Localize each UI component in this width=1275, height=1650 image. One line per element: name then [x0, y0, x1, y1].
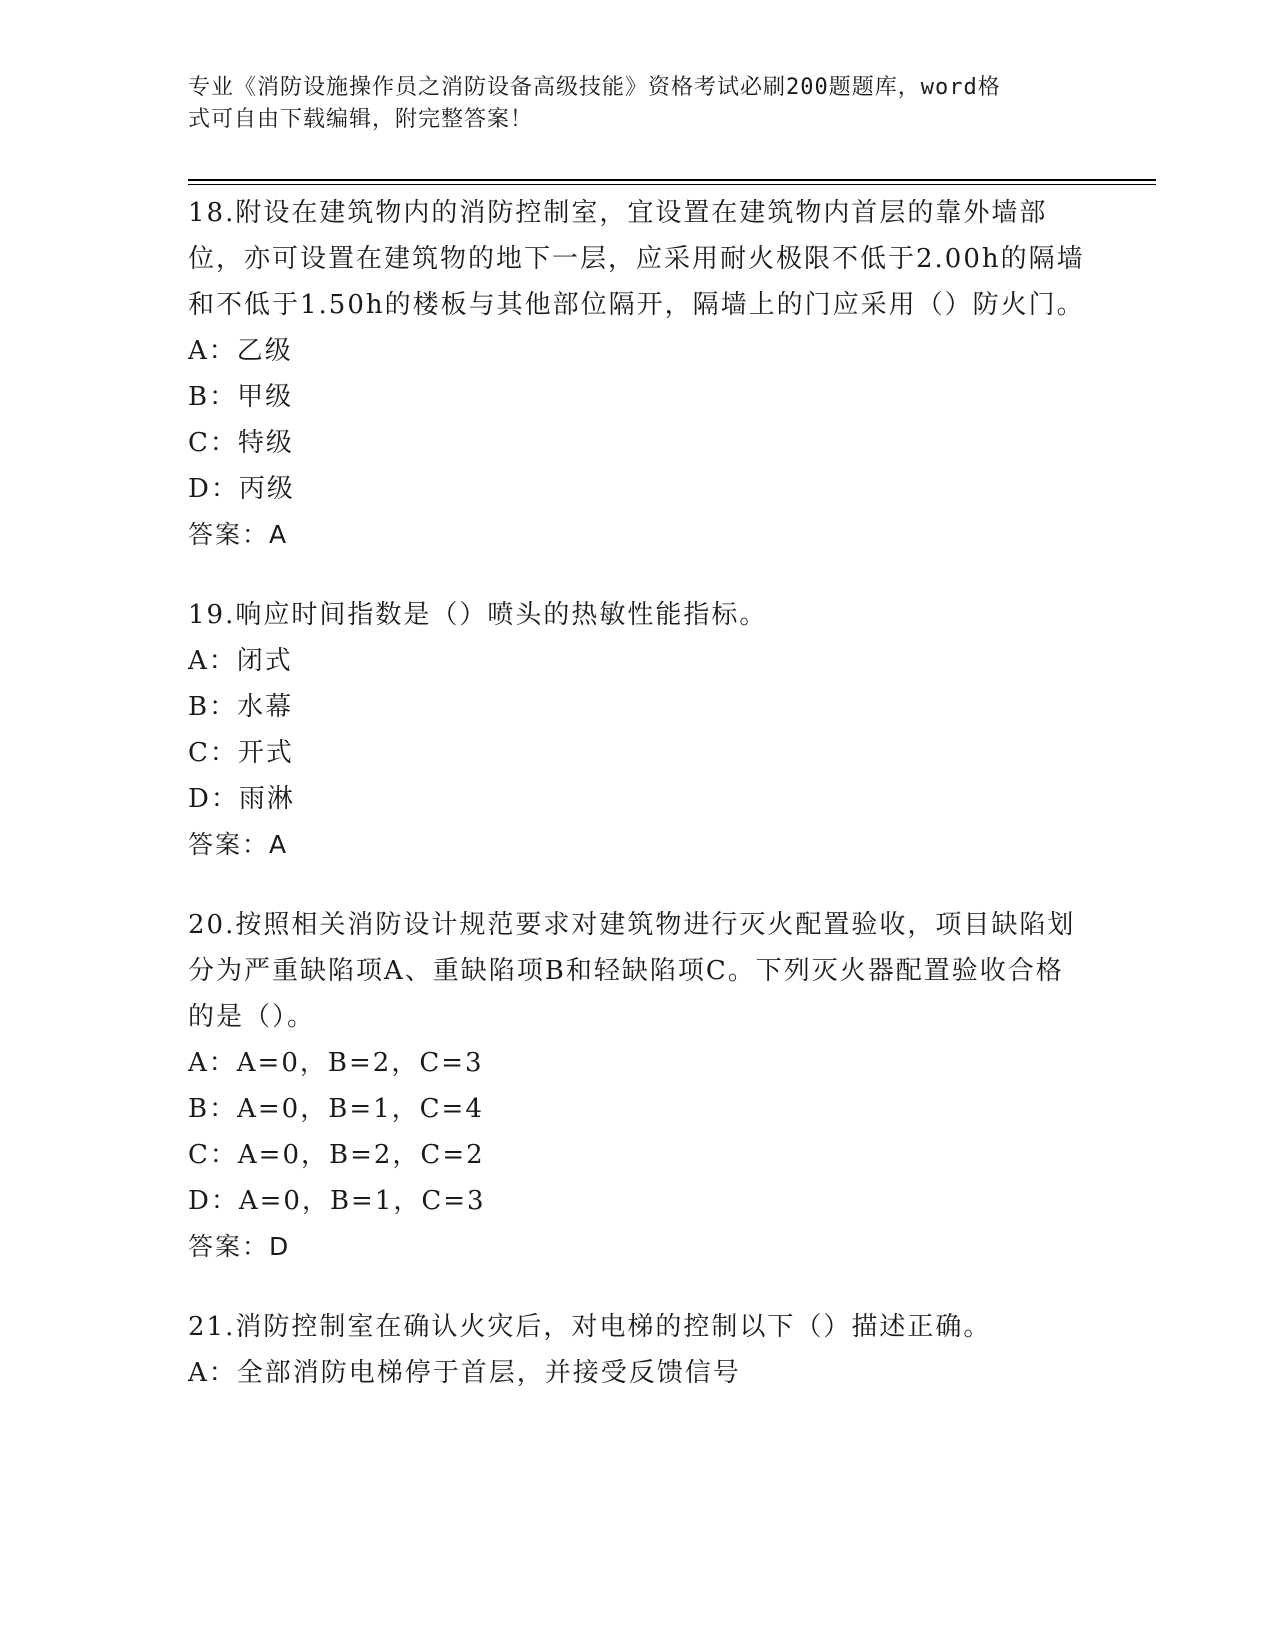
question-stem: 20.按照相关消防设计规范要求对建筑物进行灭火配置验收，项目缺陷划分为严重缺陷项A、重缺陷项B和轻缺陷项C。下列灭火器配置验收合格的是（）。	[188, 910, 1076, 1032]
question-19	[188, 592, 1088, 868]
question-20	[188, 902, 1088, 1270]
header-line-1: 专业《消防设施操作员之消防设备高级技能》资格考试必刷200题题库，word格	[188, 75, 1001, 100]
option-a: A：A=0，B=2，C=3	[188, 1048, 484, 1078]
option-c: C：A=0，B=2，C=2	[188, 1140, 485, 1170]
option-a: A：乙级	[188, 336, 293, 366]
option-b: B：A=0，B=1，C=4	[188, 1094, 484, 1124]
question-stem: 21.消防控制室在确认火灾后，对电梯的控制以下（）描述正确。	[188, 1312, 992, 1342]
option-a: A：闭式	[188, 646, 293, 676]
header-divider-thin	[188, 184, 1156, 185]
option-b: B：水幕	[188, 692, 294, 722]
question-21	[188, 1304, 1088, 1396]
option-a: A：全部消防电梯停于首层，并接受反馈信号	[188, 1358, 741, 1388]
question-list	[188, 190, 1088, 1430]
question-stem: 19.响应时间指数是（）喷头的热敏性能指标。	[188, 600, 768, 630]
header-line-2: 式可自由下载编辑，附完整答案！	[188, 107, 534, 132]
option-c: C：特级	[188, 428, 294, 458]
question-18	[188, 190, 1088, 558]
document-header	[188, 72, 1088, 136]
option-d: D：丙级	[188, 474, 295, 504]
option-b: B：甲级	[188, 382, 294, 412]
header-divider-thick	[188, 179, 1156, 181]
answer-line: 答案：A	[188, 520, 289, 549]
question-stem: 18.附设在建筑物内的消防控制室，宜设置在建筑物内首层的靠外墙部位，亦可设置在建筑物的地下一层，应采用耐火极限不低于2.00h的隔墙和不低于1.50h的楼板与其他部位隔开，隔墙上的门应采用（）防火门。	[188, 198, 1085, 320]
option-d: D：雨淋	[188, 784, 295, 814]
option-c: C：开式	[188, 738, 294, 768]
option-d: D：A=0，B=1，C=3	[188, 1186, 486, 1216]
answer-line: 答案：A	[188, 830, 289, 859]
answer-line: 答案：D	[188, 1232, 291, 1261]
